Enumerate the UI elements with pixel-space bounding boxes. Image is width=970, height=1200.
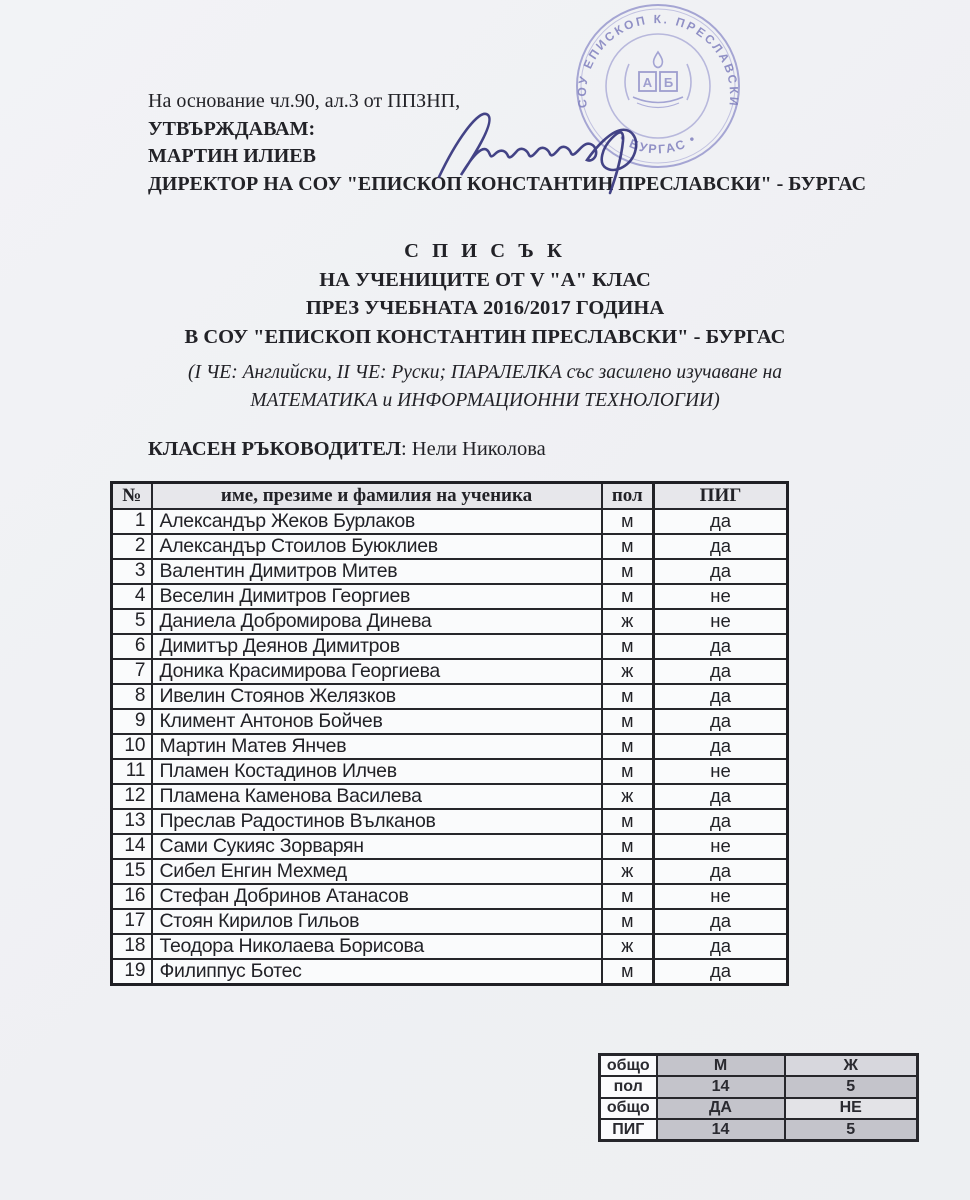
student-gender: ж xyxy=(602,609,654,634)
summary-value: 14 xyxy=(657,1076,785,1098)
header-number: № xyxy=(112,483,152,509)
student-pig: да xyxy=(654,634,788,659)
student-gender: м xyxy=(602,959,654,985)
student-gender: ж xyxy=(602,659,654,684)
student-pig: да xyxy=(654,509,788,534)
student-number: 4 xyxy=(112,584,152,609)
title-year: ПРЕЗ УЧЕБНАТА 2016/2017 ГОДИНА xyxy=(305,297,665,319)
summary-row xyxy=(600,1076,918,1098)
summary-label: пол xyxy=(600,1076,657,1098)
student-number: 14 xyxy=(112,834,152,859)
summary-row xyxy=(600,1055,918,1077)
approve-label: УТВЪРЖДАВАМ: xyxy=(148,117,316,140)
student-number: 5 xyxy=(112,609,152,634)
student-name: Веселин Димитров Георгиев xyxy=(152,584,602,609)
student-gender: м xyxy=(602,809,654,834)
student-pig: да xyxy=(654,784,788,809)
student-number: 10 xyxy=(112,734,152,759)
student-number: 3 xyxy=(112,559,152,584)
table-row xyxy=(112,659,788,684)
table-row xyxy=(112,634,788,659)
student-name: Доника Красимирова Георгиева xyxy=(152,659,602,684)
table-row xyxy=(112,884,788,909)
class-teacher-name: : Нели Николова xyxy=(400,438,546,460)
summary-value: М xyxy=(657,1055,785,1077)
stamp-arc-text: СОУ ЕПИСКОП К. ПРЕСЛАВСКИ xyxy=(574,12,742,109)
student-pig: да xyxy=(654,709,788,734)
student-pig: не xyxy=(654,584,788,609)
stamp-letter-a: А xyxy=(642,75,653,90)
table-row xyxy=(112,909,788,934)
student-gender: м xyxy=(602,909,654,934)
students-table xyxy=(110,481,789,986)
table-row xyxy=(112,584,788,609)
student-number: 17 xyxy=(112,909,152,934)
summary-label: общо xyxy=(600,1055,657,1077)
student-gender: м xyxy=(602,834,654,859)
student-name: Пламен Костадинов Илчев xyxy=(152,759,602,784)
student-name: Сибел Енгин Мехмед xyxy=(152,859,602,884)
subtitle-line1: (I ЧЕ: Английски, II ЧЕ: Руски; ПАРАЛЕЛКА със засилено изучаване на xyxy=(188,362,782,383)
header-pig: ПИГ xyxy=(654,483,788,509)
class-teacher-line xyxy=(148,438,546,461)
student-name: Теодора Николаева Борисова xyxy=(152,934,602,959)
student-gender: м xyxy=(602,534,654,559)
student-pig: да xyxy=(654,934,788,959)
table-row xyxy=(112,759,788,784)
student-pig: не xyxy=(654,759,788,784)
legal-basis-line: На основание чл.90, ал.3 от ППЗНП, xyxy=(148,90,461,112)
summary-label: общо xyxy=(600,1098,657,1120)
student-name: Сами Сукияс Зорварян xyxy=(152,834,602,859)
stamp-letter-b: Б xyxy=(663,75,674,90)
student-number: 15 xyxy=(112,859,152,884)
director-name: МАРТИН ИЛИЕВ xyxy=(148,145,316,167)
table-row xyxy=(112,834,788,859)
subtitle-line2: МАТЕМАТИКА и ИНФОРМАЦИОННИ ТЕХНОЛОГИИ) xyxy=(250,390,720,411)
table-row xyxy=(112,534,788,559)
title-school: В СОУ "ЕПИСКОП КОНСТАНТИН ПРЕСЛАВСКИ" - БУРГАС xyxy=(184,325,786,348)
student-number: 9 xyxy=(112,709,152,734)
header-name: име, презиме и фамилия на ученика xyxy=(152,483,602,509)
student-gender: м xyxy=(602,584,654,609)
student-pig: да xyxy=(654,659,788,684)
stamp-bottom-text: • БУРГАС • xyxy=(616,131,700,157)
student-gender: м xyxy=(602,709,654,734)
class-teacher-label: КЛАСЕН РЪКОВОДИТЕЛ xyxy=(148,438,401,460)
student-pig: да xyxy=(654,559,788,584)
student-name: Преслав Радостинов Вълканов xyxy=(152,809,602,834)
student-name: Климент Антонов Бойчев xyxy=(152,709,602,734)
student-name: Стоян Кирилов Гильов xyxy=(152,909,602,934)
student-number: 6 xyxy=(112,634,152,659)
student-name: Димитър Деянов Димитров xyxy=(152,634,602,659)
summary-value: ДА xyxy=(657,1098,785,1120)
student-number: 16 xyxy=(112,884,152,909)
student-gender: м xyxy=(602,734,654,759)
summary-label: ПИГ xyxy=(600,1119,657,1141)
student-pig: не xyxy=(654,834,788,859)
student-pig: да xyxy=(654,684,788,709)
summary-row xyxy=(600,1119,918,1141)
student-number: 2 xyxy=(112,534,152,559)
student-number: 11 xyxy=(112,759,152,784)
student-number: 12 xyxy=(112,784,152,809)
table-row xyxy=(112,959,788,985)
student-pig: не xyxy=(654,609,788,634)
student-pig: да xyxy=(654,909,788,934)
student-gender: ж xyxy=(602,934,654,959)
summary-value: Ж xyxy=(785,1055,918,1077)
student-number: 1 xyxy=(112,509,152,534)
table-row xyxy=(112,809,788,834)
summary-value: 5 xyxy=(785,1076,918,1098)
student-gender: ж xyxy=(602,859,654,884)
table-row xyxy=(112,609,788,634)
student-gender: м xyxy=(602,509,654,534)
table-row xyxy=(112,559,788,584)
table-row xyxy=(112,784,788,809)
student-number: 7 xyxy=(112,659,152,684)
student-pig: да xyxy=(654,534,788,559)
table-row xyxy=(112,859,788,884)
student-number: 8 xyxy=(112,684,152,709)
title-main: С П И С Ъ К xyxy=(404,240,566,262)
table-row xyxy=(112,684,788,709)
student-name: Стефан Добринов Атанасов xyxy=(152,884,602,909)
student-name: Пламена Каменова Василева xyxy=(152,784,602,809)
director-signature xyxy=(425,85,650,200)
student-name: Ивелин Стоянов Желязков xyxy=(152,684,602,709)
student-name: Мартин Матев Янчев xyxy=(152,734,602,759)
student-gender: м xyxy=(602,759,654,784)
table-row xyxy=(112,509,788,534)
subtitle-block xyxy=(0,359,970,415)
header-gender: пол xyxy=(602,483,654,509)
student-number: 13 xyxy=(112,809,152,834)
table-row xyxy=(112,709,788,734)
student-gender: м xyxy=(602,684,654,709)
student-number: 19 xyxy=(112,959,152,985)
table-row xyxy=(112,734,788,759)
summary-table xyxy=(598,1053,919,1142)
table-row xyxy=(112,934,788,959)
student-name: Филиппус Ботес xyxy=(152,959,602,985)
student-gender: м xyxy=(602,559,654,584)
summary-value: 14 xyxy=(657,1119,785,1141)
summary-row xyxy=(600,1098,918,1120)
student-gender: м xyxy=(602,884,654,909)
summary-value: 5 xyxy=(785,1119,918,1141)
table-header-row xyxy=(112,483,788,509)
student-gender: м xyxy=(602,634,654,659)
document-title-block xyxy=(0,237,970,351)
student-pig: не xyxy=(654,884,788,909)
student-name: Даниела Добромирова Динева xyxy=(152,609,602,634)
summary-value: НЕ xyxy=(785,1098,918,1120)
title-class: НА УЧЕНИЦИТЕ ОТ V "А" КЛАС xyxy=(319,268,651,291)
director-title: ДИРЕКТОР НА СОУ "ЕПИСКОП КОНСТАНТИН ПРЕСЛАВСКИ" - БУРГАС xyxy=(148,172,867,195)
student-number: 18 xyxy=(112,934,152,959)
student-name: Александър Стоилов Буюклиев xyxy=(152,534,602,559)
student-gender: ж xyxy=(602,784,654,809)
student-pig: да xyxy=(654,734,788,759)
student-pig: да xyxy=(654,859,788,884)
student-name: Александър Жеков Бурлаков xyxy=(152,509,602,534)
student-pig: да xyxy=(654,809,788,834)
student-pig: да xyxy=(654,959,788,985)
student-name: Валентин Димитров Митев xyxy=(152,559,602,584)
